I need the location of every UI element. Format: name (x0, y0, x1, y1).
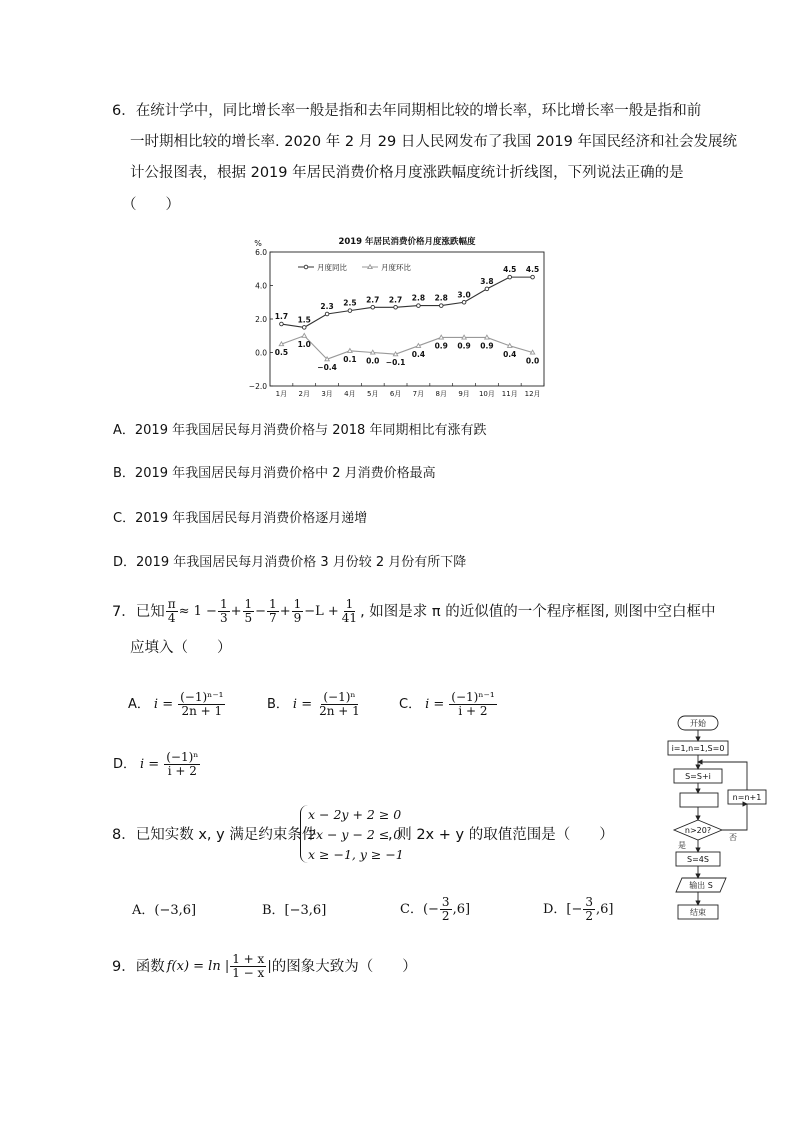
series-1-point (280, 322, 284, 326)
flow-update-s-text: S=S+i (685, 772, 711, 781)
x-tick-label: 1月 (275, 390, 288, 398)
x-tick-label: 4月 (344, 390, 356, 398)
series-2-data-label: 0.5 (274, 348, 289, 358)
series-1-point (394, 305, 398, 309)
q8-prefix: 8．已知实数 x, y 满足约束条件 (112, 827, 317, 843)
series-2-point (371, 350, 375, 354)
series-2-point (302, 333, 306, 337)
flow-yes-label: 是 (678, 841, 686, 850)
q6-option-d: D．2019 年我国居民每月消费价格 3 月份较 2 月份有所下降 (113, 555, 467, 570)
series-2-point (462, 335, 466, 339)
x-tick-label: 2月 (298, 390, 310, 398)
series-1-data-label: 4.5 (525, 265, 540, 275)
x-tick-label: 9月 (458, 390, 470, 398)
flow-no-label: 否 (729, 833, 737, 842)
q7-option-d: D． i = $\frac{\text{(−1)ⁿ}}{i + 2}$ (113, 750, 199, 778)
series-2-data-label: 0.4 (411, 349, 426, 359)
series-2-data-label: 0.1 (343, 354, 357, 364)
series-1-data-label: 2.5 (343, 298, 357, 308)
q6-option-c: C．2019 年我国居民每月消费价格逐月递增 (113, 511, 368, 526)
q6-answer-paren: （ ） (122, 197, 180, 213)
q9-line: 9．函数 f(x) = ln | $\frac{1 + x}{1 - x}$ | 的图象大致为（ ） (112, 952, 417, 980)
series-2-point (485, 335, 489, 339)
series-2-point (439, 335, 443, 339)
series-2-data-label: 0.9 (434, 341, 448, 351)
y-tick-label: −2.0 (248, 382, 267, 391)
flow-start-text: 开始 (690, 719, 706, 728)
q6-line3: 计公报图表，根据 2019 年居民消费价格月度涨跌幅度统计折线图，下列说法正确的是 (130, 165, 684, 181)
q9-func: f(x) = ln | (166, 958, 230, 974)
legend-label-1: 月度同比 (317, 263, 347, 272)
q7-term-1: $\frac{1}{3}$ (219, 597, 228, 625)
series-2-data-label: 1.0 (297, 339, 311, 349)
series-1-data-label: 3.0 (457, 290, 471, 300)
series-1-point (371, 305, 375, 309)
flow-calc-text: S=4S (687, 855, 709, 864)
q9-prefix: 9．函数 (112, 958, 165, 975)
program-flowchart (660, 712, 770, 924)
series-1-point (348, 309, 352, 313)
x-tick-label: 3月 (321, 390, 333, 398)
chart-ylabel: % (254, 239, 262, 248)
q7-term-2: $\frac{1}{5}$ (244, 597, 253, 625)
q6-line2: 一时期相比较的增长率. 2020 年 2 月 29 日人民网发布了我国 2019 年国民经济和社会发展统 (130, 134, 737, 150)
q8-constraint-1: x − 2y + 2 ≥ 0 (308, 807, 402, 822)
q8-constraint-2: 2x − y − 2 ≤ 0 (308, 827, 402, 842)
series-2-point (508, 344, 512, 348)
x-tick-label: 6月 (389, 390, 402, 398)
flow-output-text: 输出 S (689, 881, 713, 890)
q8-option-d: D．[− $\frac{3}{2}$ ,6] (543, 895, 614, 923)
y-tick-label: 4.0 (255, 281, 267, 291)
x-tick-label: 8月 (435, 390, 447, 398)
q9-suffix: 的图象大致为（ ） (271, 958, 417, 975)
series-2-data-label: 0.9 (480, 341, 494, 351)
series-1-data-label: 2.8 (411, 293, 426, 303)
series-2-point (348, 349, 352, 353)
q7-suffix: , 如图是求 π 的近似值的一个程序框图, 则图中空白框中 (360, 603, 716, 620)
series-2-point (530, 350, 534, 354)
q7-option-c: C． i = $\frac{\text{(−1)ⁿ⁻¹}}{i + 2}$ (399, 690, 495, 718)
series-1-point (302, 326, 306, 330)
series-2-point (279, 342, 283, 346)
flow-blank-box (680, 793, 718, 807)
x-tick-label: 5月 (367, 390, 379, 398)
q6-line1: 6．在统计学中，同比增长率一般是指和去年同期相比较的增长率，环比增长率一般是指和前 (112, 103, 702, 119)
q7-option-a: A． i = $\frac{\text{(−1)ⁿ⁻¹}}{2n + 1}$ (128, 690, 224, 718)
flow-end-text: 结束 (690, 908, 706, 917)
chart-title: 2019 年居民消费价格月度涨跌幅度 (338, 237, 476, 247)
x-tick-label: 11月 (501, 390, 518, 398)
q7-line2: 应填入（ ） (130, 640, 232, 656)
series-1-data-label: 4.5 (503, 265, 517, 275)
q6-option-a: A．2019 年我国居民每月消费价格与 2018 年同期相比有涨有跌 (113, 423, 487, 438)
series-2-data-label: −0.4 (317, 363, 337, 373)
x-tick-label: 10月 (478, 390, 495, 398)
series-1-point (508, 275, 512, 279)
q7-line1: 7．已知 $\frac{\pi}{4}$ ≈ 1 − $\frac{1}{3}$ + $\frac{1}{5}$ − $\frac{1}{7}$ + $\frac{1}{9}$ −L + $\frac{1}{41}$ , 如图是求 π 的近似值的一个程序框图, 则图中空白框中 (112, 597, 716, 625)
flow-condition-text: n>20? (684, 826, 712, 835)
q9-fraction: $\frac{1 + x}{1 - x}$ (232, 952, 265, 980)
q8-option-a: A．(−3,6] (132, 903, 197, 918)
series-2-data-label: 0.0 (525, 356, 540, 366)
legend-label-2: 月度环比 (381, 263, 411, 272)
flow-init-text: i=1,n=1,S=0 (671, 744, 725, 753)
legend-marker-1 (304, 265, 308, 269)
y-tick-label: 2.0 (255, 315, 267, 324)
series-2-data-label: 0.0 (366, 356, 380, 366)
legend-marker-2 (368, 265, 372, 269)
q8-option-c: C．(− $\frac{3}{2}$ ,6] (400, 895, 471, 923)
series-1-data-label: 2.7 (366, 295, 380, 305)
series-1-point (462, 300, 466, 304)
series-1-data-label: 2.3 (320, 301, 334, 311)
cpi-line-chart (248, 232, 548, 402)
series-1-data-label: 2.8 (434, 293, 448, 303)
series-2-point (416, 344, 420, 348)
q7-prefix: 7．已知 (112, 603, 165, 620)
series-1-point (439, 304, 443, 308)
series-1-data-label: 3.8 (480, 276, 494, 286)
series-2-point (393, 352, 397, 356)
q8-suffix: , 则 2x + y 的取值范围是（ ） (388, 827, 614, 843)
series-2-data-label: 0.4 (503, 349, 517, 359)
series-1-data-label: 1.5 (297, 315, 311, 325)
x-tick-label: 7月 (412, 390, 425, 398)
flow-update-n-text: n=n+1 (732, 793, 762, 802)
series-1-point (417, 304, 421, 308)
series-1-point (531, 275, 535, 279)
series-1-point (325, 312, 329, 316)
q7-term-4: $\frac{1}{9}$ (293, 597, 302, 625)
series-2-data-label: −0.1 (385, 358, 406, 368)
series-1-data-label: 2.7 (388, 295, 403, 305)
series-2-data-label: 0.9 (457, 341, 471, 351)
q7-lhs-fraction: $\frac{\pi}{4}$ (167, 597, 176, 625)
q8-option-b: B．[−3,6] (262, 903, 327, 918)
series-line-1 (281, 277, 532, 327)
y-tick-label: 6.0 (255, 248, 267, 257)
series-line-2 (281, 336, 532, 359)
q7-option-b: B． i = $\frac{\text{(−1)ⁿ}}{2n + 1}$ (267, 690, 360, 718)
q6-option-b: B．2019 年我国居民每月消费价格中 2 月消费价格最高 (113, 466, 436, 481)
q7-term-3: $\frac{1}{7}$ (269, 597, 277, 625)
series-1-point (485, 287, 489, 291)
q7-term-5: $\frac{1}{41}$ (341, 597, 358, 625)
y-tick-label: 0.0 (255, 348, 267, 358)
series-1-data-label: 1.7 (274, 312, 289, 322)
x-tick-label: 12月 (524, 390, 541, 398)
q8-constraint-3: x ≥ −1, y ≥ −1 (308, 847, 404, 862)
